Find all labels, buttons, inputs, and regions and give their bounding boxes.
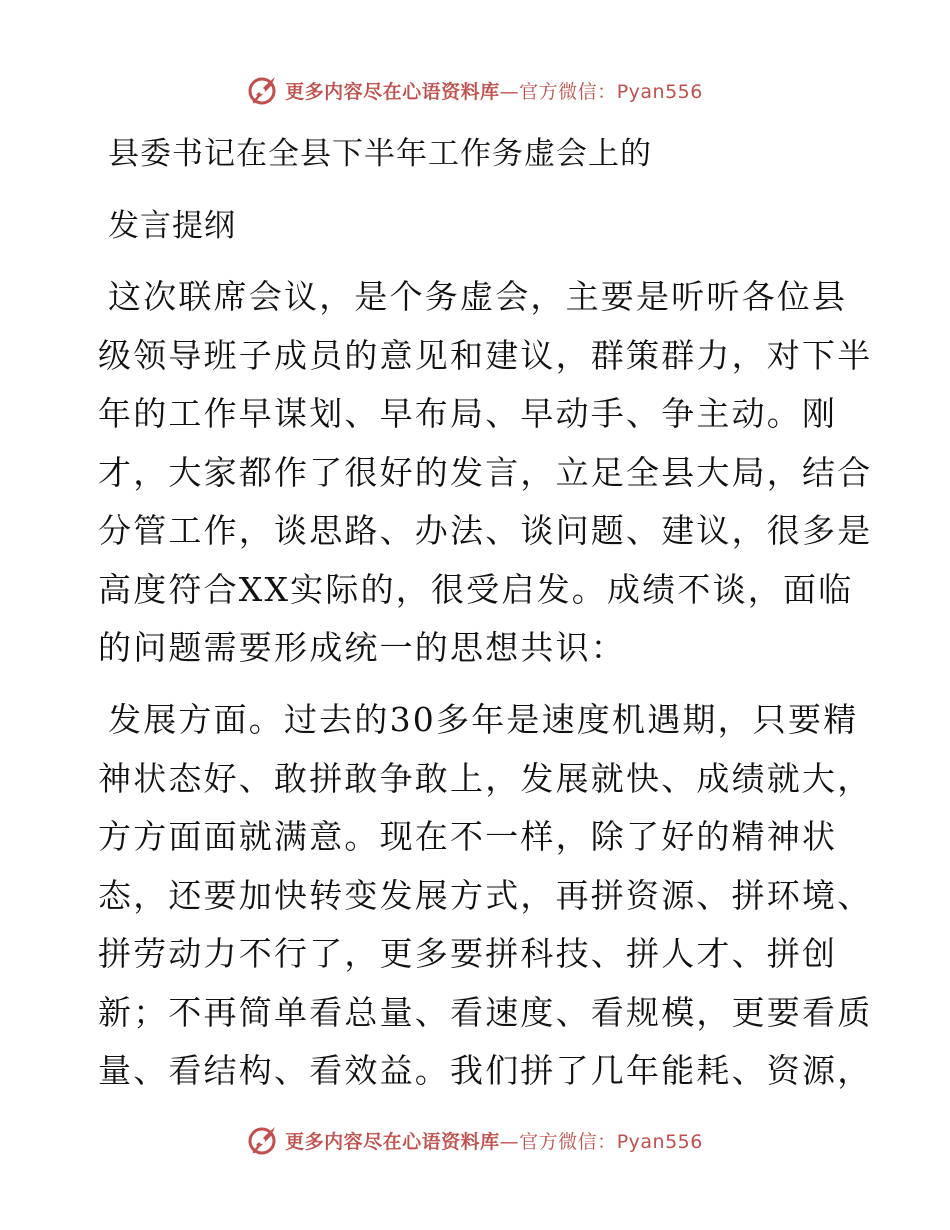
paragraph-line: 才，大家都作了很好的发言，立足全县大局，结合 <box>98 452 873 492</box>
paragraph-line: 这次联席会议，是个务虚会，主要是听听各位县 <box>108 277 848 316</box>
document-title-line-1: 县委书记在全县下半年工作务虚会上的 <box>108 136 652 172</box>
paragraph-line: 发展方面。过去的30多年是速度机遇期，只要精 <box>108 700 859 739</box>
watermark-official: 官方微信： <box>519 80 617 103</box>
paragraph-line: 级领导班子成员的意见和建议，群策群力，对下半 <box>98 335 873 375</box>
paragraph-line: 态，还要加快转变发展方式，再拼资源、拼环境、 <box>98 875 873 915</box>
paragraph-line: 拼劳动力不行了，更多要拼科技、拼人才、拼创 <box>98 934 838 973</box>
watermark-text <box>285 77 703 104</box>
document-title-line-2: 发言提纲 <box>108 208 236 244</box>
paragraph-line: 量、看结构、看效益。我们拼了几年能耗、资源， <box>98 1051 873 1090</box>
watermark-dash: — <box>499 1130 520 1153</box>
paragraph-line: 年的工作早谋划、早布局、早动手、争主动。刚 <box>98 394 838 433</box>
footer-watermark <box>0 1120 950 1160</box>
paragraph-line: 的问题需要形成统一的思想共识： <box>98 628 626 667</box>
paragraph-1 <box>98 268 873 678</box>
paragraph-line: 分管工作，谈思路、办法、谈问题、建议，很多是 <box>98 511 873 550</box>
paragraph-2 <box>98 691 873 1101</box>
watermark-id: Pyan556 <box>616 1130 703 1153</box>
watermark-brand: 更多内容尽在心语资料库 <box>285 80 500 103</box>
quill-logo-icon <box>247 1123 281 1157</box>
paragraph-line: 神状态好、敢拼敢争敢上，发展就快、成绩就大， <box>98 758 873 798</box>
paragraph-line: 方方面面就满意。现在不一样，除了好的精神状 <box>98 817 838 856</box>
watermark-official: 官方微信： <box>519 1130 617 1153</box>
paragraph-line: 新；不再简单看总量、看速度、看规模，更要看质 <box>98 992 873 1032</box>
watermark-id: Pyan556 <box>616 80 703 103</box>
watermark-dash: — <box>499 80 520 103</box>
header-watermark <box>0 70 950 110</box>
watermark-text <box>285 1127 703 1154</box>
paragraph-line: 高度符合XX实际的，很受启发。成绩不谈，面临 <box>98 569 854 609</box>
quill-logo-icon <box>247 73 281 107</box>
watermark-brand: 更多内容尽在心语资料库 <box>285 1130 500 1153</box>
